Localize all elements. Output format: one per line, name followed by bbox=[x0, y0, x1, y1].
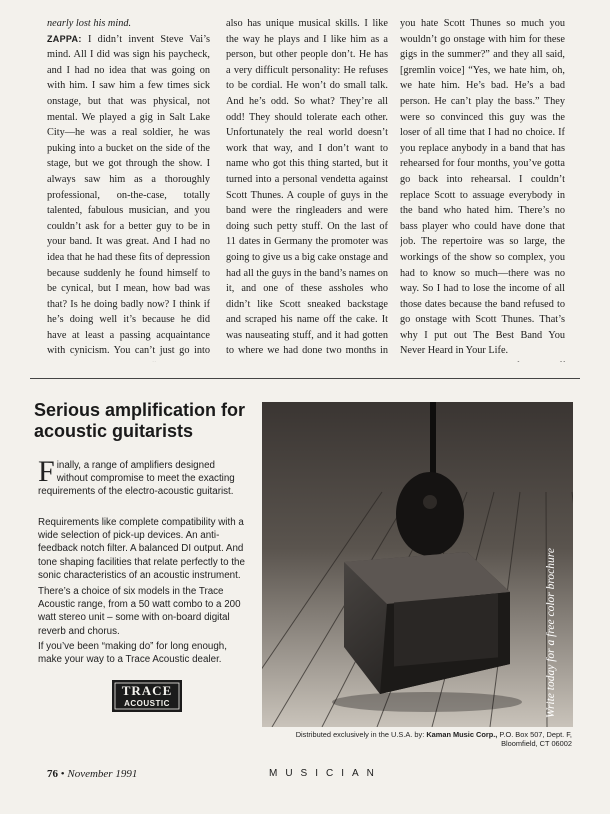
logo-word-trace: TRACE bbox=[121, 683, 173, 698]
guitar-amp-photo bbox=[262, 402, 573, 814]
article-column-2 bbox=[226, 16, 388, 362]
section-divider bbox=[30, 378, 580, 379]
distributor-line bbox=[262, 730, 572, 748]
ad-paragraph-text: inally, a range of amplifiers designed without compromise to meet the exacting requirements of the electro-acoustic guitarist. bbox=[38, 460, 235, 498]
article-column-3 bbox=[400, 16, 565, 362]
ad-paragraph-2: Requirements like complete compatibility with a wide selection of pick-up devices. An anti-feedback notch filter. A balanced DI output. And tone shaping facilities that relate perfectly to the sonic characteristics of an acoustic instrument. bbox=[38, 517, 245, 581]
folio-separator: • bbox=[58, 768, 68, 780]
magazine-name: MUSICIAN bbox=[269, 768, 382, 779]
para-col3-b bbox=[400, 359, 565, 362]
distributor-address: P.O. Box 507, Dept. F, Bloomfield, CT 06002 bbox=[497, 730, 572, 748]
page-number: 76 bbox=[47, 768, 58, 780]
speaker-label: ZAPPA: bbox=[47, 33, 82, 44]
article-column-1 bbox=[47, 16, 210, 362]
brochure-callout: Write today for a free color brochure bbox=[545, 548, 557, 718]
ad-headline: Serious amplification for acoustic guitarists bbox=[34, 400, 246, 441]
ad-paragraph-3: There’s a choice of six models in the Trace Acoustic range, from a 50 watt combo to a 200 watt stereo unit – some with on-board digital reverb and chorus. bbox=[38, 586, 241, 637]
folio bbox=[47, 768, 137, 780]
para-zappa-1 bbox=[47, 32, 210, 362]
paragraph-text: I didn’t invent Steve Vai’s mind. All I did was sign his paycheck, and I had no idea that was going on with him. I saw him a few times sick onstage, but that was physical, not mental. We played a gig in Salt Lake City—he was a real soldier, he was puking into a bucket on the side of the stage, but we got through the show. I always saw him as a thoroughly professional, on-the-case, totally talented, fabulous musician, and you couldn’t ask for a better guy to be in your band. It was great. And I had no idea that he had these fits of depression because suddenly he found himself to be cynical, but I mean, how bad was that? Is he doing badly now? I think if he’s doing well it’s because he did have at least a passing acquaintance with cynicism. You can’t just go into bbox=[47, 33, 210, 357]
ad-paragraph-1 bbox=[38, 455, 246, 499]
issue-date: November 1991 bbox=[67, 768, 138, 780]
para-intro bbox=[47, 16, 210, 32]
page-footer bbox=[47, 768, 567, 784]
intro-text: nearly lost his mind. bbox=[47, 18, 132, 29]
ad-paragraph-4: If you’ve been “making do” for long enough, make your way to a Trace Acoustic dealer. bbox=[38, 641, 227, 666]
drop-cap: F bbox=[38, 455, 55, 488]
para-col3-a: you hate Scott Thunes so much you wouldn’t go onstage with him for these gigs in the summer?” and they all said, [gremlin voice] “Yes, we hate him, oh, we hate him. He’s bad. He’s a bad person. He can’t play the bass.” They were so convinced this guy was the loser of all time that I had no choice. If you replace anybody in a band that has rehearsed for four months, you’ve gotta go back into rehearsal. I couldn’t replace Scott to assuage everybody in the band who hated him. There’s no bass player who could have done that job. The repertoire was so large, the workings of the show so complex, you had to know so much—there was no way. So I had to lose the income of all those dates because the band refused to go onstage with Scott Thunes. That’s why I put out The Best Band You Never Heard in Your Life. bbox=[400, 18, 565, 357]
logo-word-acoustic: ACOUSTIC bbox=[124, 699, 170, 708]
distributor-prefix: Distributed exclusively in the U.S.A. by: bbox=[295, 730, 427, 739]
distributor-company: Kaman Music Corp., bbox=[426, 730, 498, 739]
trace-acoustic-logo bbox=[112, 680, 182, 712]
para-col2: also has unique musical skills. I like the way he plays and I like him as a person, but other people don’t. He has a very difficult personality: He refuses to be cordial. He won’t do small talk. And he’s odd. So what? They’re all odd! They should tolerate each other. Unfortunately the real world doesn’t work that way, and I don’t want to name who got this thing started, but it turned into a personal vendetta against Scott Thunes. A couple of guys in the band were the ringleaders and were doing such petty stuff. On the last of 11 dates in Germany the promoter was going to give us a big cake onstage and had all the guys in the band’s names on it, and one of these assholes who didn’t like Scott sneaked backstage and scraped his name off the cake. It was nauseating stuff, and it had gotten to where we had done two months in bbox=[226, 18, 388, 357]
